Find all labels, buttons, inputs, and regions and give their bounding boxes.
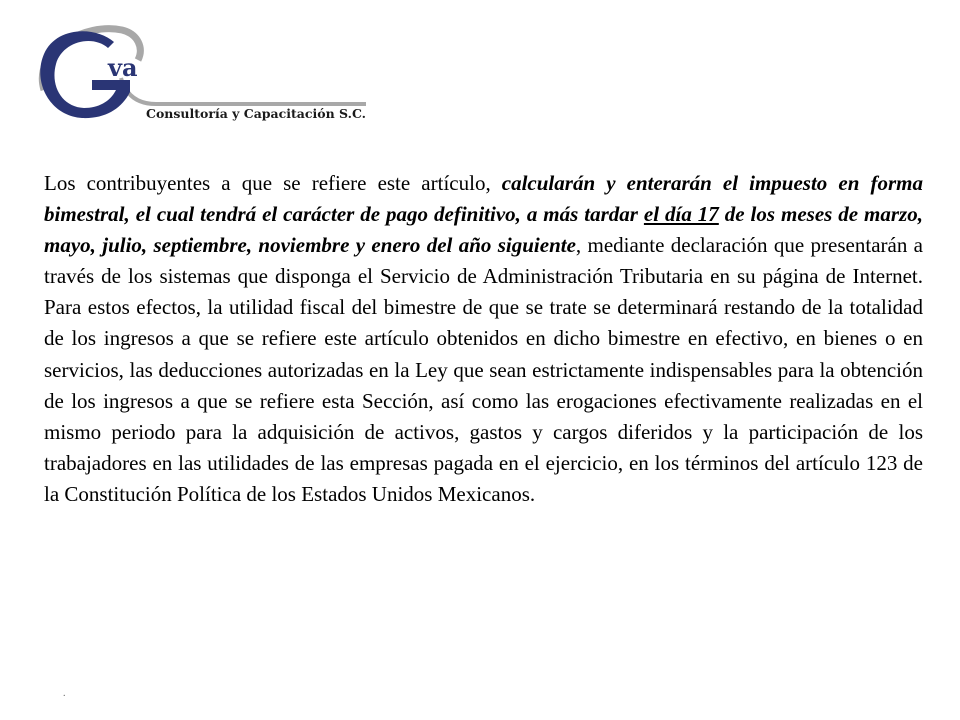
paragraph-deadline: el día 17 (643, 202, 719, 227)
footer-mark: . (63, 688, 66, 699)
article-paragraph (44, 168, 923, 510)
company-logo (26, 20, 371, 130)
paragraph-emphasis-months: de los meses de marzo, mayo, julio, septiembre, noviembre y enero del año siguiente (44, 202, 923, 258)
paragraph-emphasis: calcularán y enterarán el impuesto en forma bimestral, el cual tendrá el carácter de pago definitivo, a más tardar (44, 171, 923, 227)
logo-underline (121, 78, 366, 104)
logo-caption: Consultoría y Capacitación S.C. (146, 106, 367, 121)
logo-initials: va (108, 53, 138, 82)
paragraph-text: Los contribuyentes a que se refiere este artículo, (44, 171, 502, 195)
paragraph-text-rest: , mediante declaración que presentarán a través de los sistemas que disponga el Servicio de Administración Tributaria en su página de Internet. Para estos efectos, la utilidad fiscal del bimestre de que se trate se determinará restando de la totalidad de los ingresos a que se refiere este artículo obtenidos en dicho bimestre en efectivo, en bienes o en servicios, las deducciones autorizadas en la Ley que sean estrictamente indispensables para la obtención de los ingresos a que se refiere esta Sección, así como las erogaciones efectivamente realizadas en el mismo periodo para la adquisición de activos, gastos y cargos diferidos y la participación de los trabajadores en las utilidades de las empresas pagada en el ejercicio, en los términos del artículo 123 de la Constitución Política de los Estados Unidos Mexicanos. (44, 233, 923, 506)
